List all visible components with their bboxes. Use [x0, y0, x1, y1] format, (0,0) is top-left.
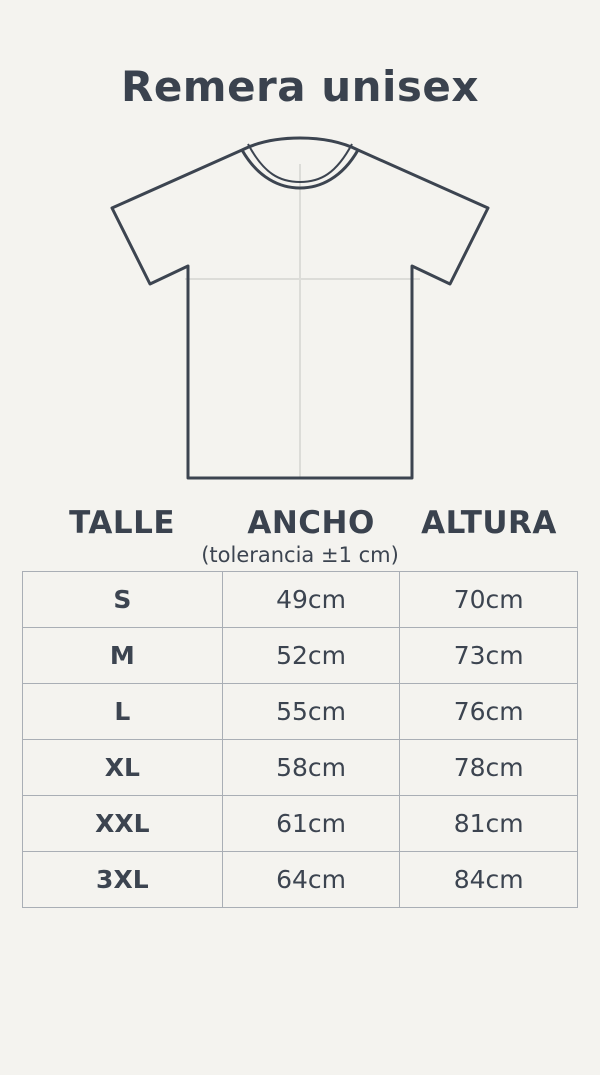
cell-width: 52cm — [222, 628, 400, 684]
tshirt-illustration — [0, 129, 600, 499]
cell-width: 64cm — [222, 852, 400, 908]
cell-size: S — [23, 572, 223, 628]
cell-size: L — [23, 684, 223, 740]
cell-height: 70cm — [400, 572, 578, 628]
header-talle: TALLE — [69, 505, 176, 541]
header-altura: ALTURA — [421, 505, 557, 541]
cell-height: 81cm — [400, 796, 578, 852]
cell-size: M — [23, 628, 223, 684]
cell-size: XL — [23, 740, 223, 796]
cell-width: 58cm — [222, 740, 400, 796]
cell-width: 61cm — [222, 796, 400, 852]
table-row — [23, 796, 578, 852]
cell-size: XXL — [23, 796, 223, 852]
cell-size: 3XL — [23, 852, 223, 908]
cell-height: 84cm — [400, 852, 578, 908]
table-row — [23, 740, 578, 796]
tshirt-outline-icon — [90, 134, 510, 494]
size-table — [22, 571, 578, 908]
table-headers — [22, 499, 578, 541]
table-row — [23, 852, 578, 908]
cell-height: 73cm — [400, 628, 578, 684]
cell-height: 76cm — [400, 684, 578, 740]
header-ancho: ANCHO — [247, 505, 375, 541]
cell-width: 49cm — [222, 572, 400, 628]
cell-height: 78cm — [400, 740, 578, 796]
table-row — [23, 628, 578, 684]
page-title: Remera unisex — [120, 62, 480, 111]
cell-width: 55cm — [222, 684, 400, 740]
tolerance-note: (tolerancia ±1 cm) — [201, 543, 399, 567]
table-row — [23, 572, 578, 628]
table-row — [23, 684, 578, 740]
